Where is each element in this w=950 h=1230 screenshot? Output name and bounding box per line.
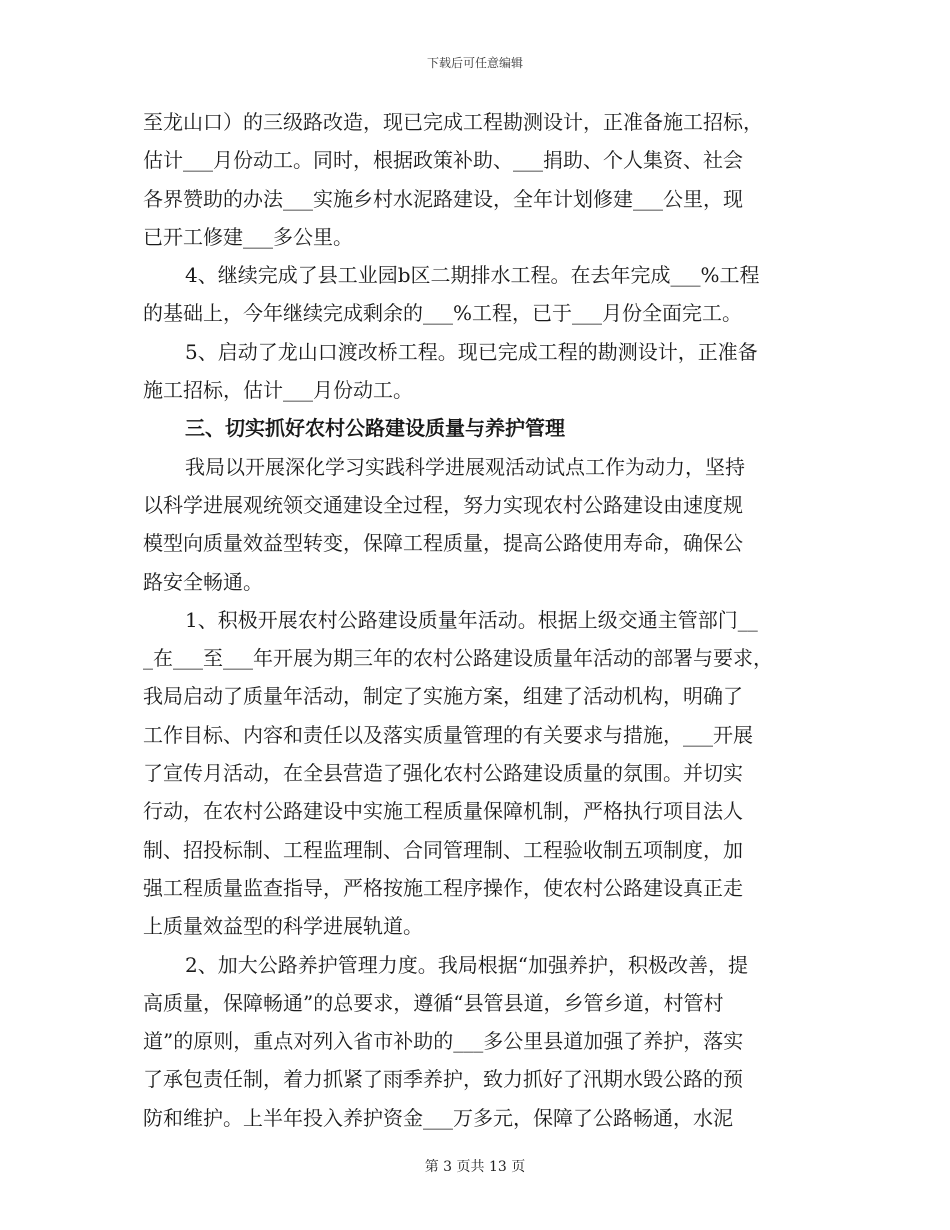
- text-line: 我局启动了质量年活动，制定了实施方案，组建了活动机构，明确了: [143, 684, 743, 709]
- text-line: 至龙山口）的三级路改造，现已完成工程勘测设计，正准备施工招标，: [143, 110, 763, 134]
- page-number: 第 3 页共 13 页: [424, 1159, 526, 1175]
- text-line: 防和维护。上半年投入养护资金___万多元，保障了公路畅通，水泥: [143, 1105, 733, 1130]
- text-line: 以科学进展观统领交通建设全过程，努力实现农村公路建设由速度规: [143, 492, 743, 517]
- text-line: 上质量效益型的科学进展轨道。: [143, 914, 423, 939]
- text-line: 的基础上，今年继续完成剩余的___%工程，已于___月份全面完工。: [143, 301, 743, 326]
- text-line: 工作目标、内容和责任以及落实质量管理的有关要求与措施，___开展: [143, 722, 753, 747]
- text-line: 5、启动了龙山口渡改桥工程。现已完成工程的勘测设计，正准备: [185, 339, 758, 364]
- document-body: [143, 103, 807, 1137]
- text-line: 强工程质量监查指导，严格按施工程序操作，使农村公路建设真正走: [143, 875, 743, 900]
- text-line: 施工招标，估计___月份动工。: [143, 378, 413, 403]
- text-line: 行动，在农村公路建设中实施工程质量保障机制，严格执行项目法人: [143, 799, 743, 824]
- text-line: 已开工修建___多公里。: [143, 224, 353, 249]
- text-line: 我局以开展深化学习实践科学进展观活动试点工作为动力，坚持: [185, 454, 745, 479]
- text-line: 路安全畅通。: [143, 569, 263, 594]
- text-line: 模型向质量效益型转变，保障工程质量，提高公路使用寿命，确保公: [143, 531, 743, 556]
- text-line: 了承包责任制，着力抓紧了雨季养护，致力抓好了汛期水毁公路的预: [143, 1067, 743, 1092]
- text-line: 各界赞助的办法___实施乡村水泥路建设，全年计划修建___公里，现: [143, 186, 743, 211]
- text-line: 制、招投标制、工程监理制、合同管理制、工程验收制五项制度，加: [143, 837, 743, 862]
- text-line: 2、加大公路养护管理力度。我局根据“加强养护，积极改善，提: [185, 952, 748, 977]
- text-line: 高质量，保障畅通”的总要求，遵循“县管县道，乡管乡道，村管村: [143, 990, 724, 1015]
- text-line: 道”的原则，重点对列入省市补助的___多公里县道加强了养护，落实: [143, 1029, 744, 1054]
- text-line: 4、继续完成了县工业园b区二期排水工程。在去年完成___%工程: [185, 263, 760, 288]
- page-header: 下载后可任意编辑: [426, 56, 523, 70]
- text-line: 1、积极开展农村公路建设质量年活动。根据上级交通主管部门__: [185, 607, 758, 632]
- section-heading: 三、切实抓好农村公路建设质量与养护管理: [185, 416, 565, 441]
- text-line: 了宣传月活动，在全县营造了强化农村公路建设质量的氛围。并切实: [143, 761, 743, 786]
- text-line: _在___至___年开展为期三年的农村公路建设质量年活动的部署与要求，: [143, 646, 773, 671]
- text-line: 估计___月份动工。同时，根据政策补助、___捐助、个人集资、社会: [143, 148, 743, 173]
